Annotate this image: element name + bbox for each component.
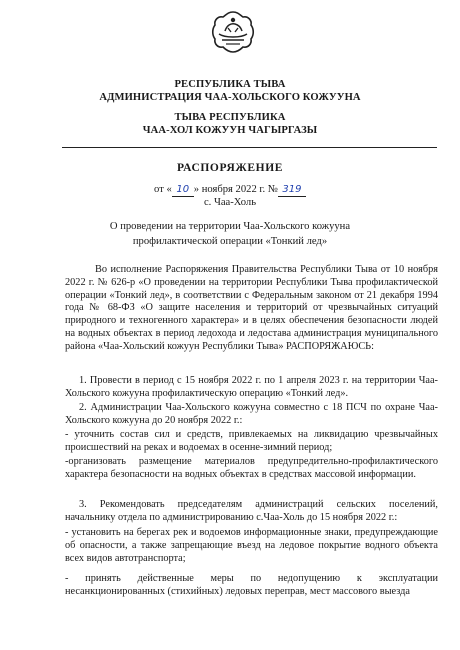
date-suffix: » ноября 2022 г. № xyxy=(193,184,278,195)
paragraph-1: 1. Провести в период с 15 ноября 2022 г. по 1 апреля 2023 г. на территории Чаа-Хольского кожууна профилактическую операцию «Тонкий лед». xyxy=(65,375,438,399)
paragraph-2: 2. Администрации Чаа-Хольского кожууна совместно с 18 ПСЧ по охране Чаа-Хольского кожууна до 20 ноября 2022 г.: xyxy=(65,402,438,426)
header-divider xyxy=(62,147,437,148)
paragraph-3: 3. Рекомендовать председателям администраций сельских поселений, начальнику отдела по администрированию с.Чаа-Холь до 15 ноября 2022 г.: xyxy=(65,499,438,523)
paragraph-2a: - уточнить состав сил и средств, привлекаемых на ликвидацию чрезвычайных происшествий на реках и водоемах в осенне-зимний период; xyxy=(65,429,438,453)
paragraph-3a: - установить на берегах рек и водоемов информационные знаки, предупреждающие об опасности, а также запрещающие въезд на ледовое покрытие водного объекта всех видов автотранспорта; xyxy=(65,527,438,564)
date-prefix: от « xyxy=(154,184,172,195)
subject-line-1: О проведении на территории Чаа-Хольского кожууна xyxy=(109,221,351,232)
document-title: РАСПОРЯЖЕНИЕ xyxy=(176,162,284,174)
header-line-administration-tuvan: ЧАА-ХОЛ КОЖУУН ЧАГЫРГАЗЫ xyxy=(142,125,318,136)
header-line-republic-tuvan: ТЫВА РЕСПУБЛИКА xyxy=(174,112,286,123)
subject-line-2: профилактической операции «Тонкий лед» xyxy=(132,236,328,247)
date-day: 10 xyxy=(172,183,194,197)
emblem-icon xyxy=(211,10,255,54)
header-line-republic: РЕСПУБЛИКА ТЫВА xyxy=(174,79,286,90)
paragraph-2b: -организовать размещение материалов предупредительно-профилактического характера безопасности на водных объектах в средствах массовой информации. xyxy=(65,456,438,480)
intro-paragraph: Во исполнение Распоряжения Правительства Республики Тыва от 10 ноября 2022 г. № 626-р «О проведении на территории Республики Тыва профилактической операции «Тонкий лед», в соответствии с Федеральным законом от 21 декабря 1994 года № 68-ФЗ «О защите населения и территорий от чрезвычайных ситуаций природного и техногенного характера» и в целях обеспечения безопасности людей на водных объектах в период ледохода и ледостава администрация муниципального района «Чаа-Хольский кожуун Республики Тыва» РАСПОРЯЖАЮСЬ: xyxy=(65,264,438,352)
paragraph-3b: - принять действенные меры по недопущению к эксплуатации несанкционированных (стихийных) ледовых переправ, мест массового выезда xyxy=(65,573,438,597)
document-number: 319 xyxy=(278,183,306,197)
date-line xyxy=(0,183,460,197)
place: с. Чаа-Холь xyxy=(203,197,257,208)
header-line-administration: АДМИНИСТРАЦИЯ ЧАА-ХОЛЬСКОГО КОЖУУНА xyxy=(99,92,361,103)
